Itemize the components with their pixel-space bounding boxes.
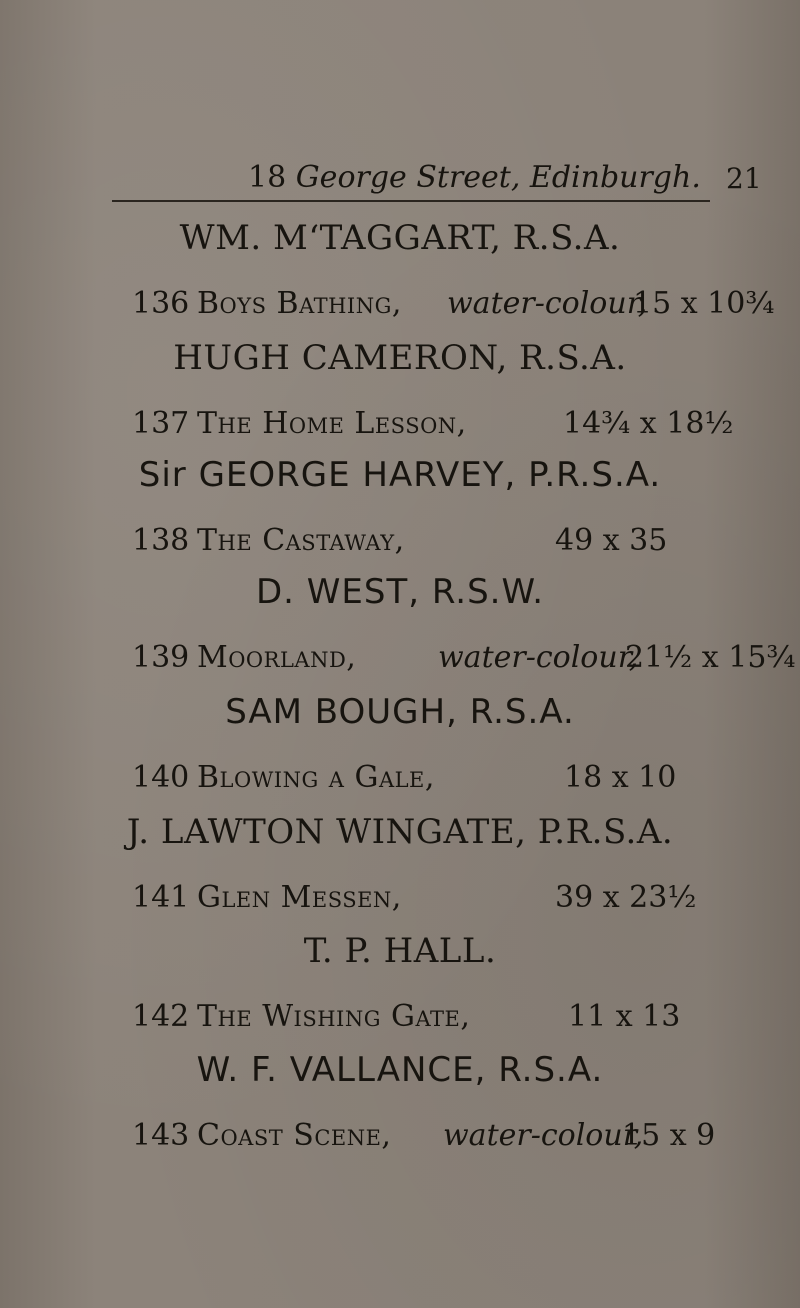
entry-line <box>0 999 800 1039</box>
artwork-dimensions: 14¾ x 18½ <box>563 406 734 441</box>
artist-name: HUGH CAMERON, R.S.A. <box>173 338 627 378</box>
lot-number: 139 <box>132 640 190 675</box>
artist-name: J. LAWTON WINGATE, P.R.S.A. <box>126 812 674 852</box>
entry-line <box>0 1118 800 1158</box>
artwork-title: The Castaway, <box>197 523 405 558</box>
artist-name: T. P. HALL. <box>303 931 497 971</box>
address-prefix: 18 <box>248 160 296 195</box>
artist-name: Sir GEORGE HARVEY, P.R.S.A. <box>138 455 662 495</box>
artist-name: SAM BOUGH, R.S.A. <box>225 692 575 732</box>
lot-number: 140 <box>132 760 190 795</box>
artwork-title: Moorland, <box>197 640 357 675</box>
lot-number: 142 <box>132 999 190 1034</box>
artwork-dimensions: 21½ x 15¾ <box>625 640 796 675</box>
catalogue-entry <box>0 1050 800 1200</box>
artwork-dimensions: 39 x 23½ <box>555 880 697 915</box>
address-street: George Street, Edinburgh. <box>295 160 701 195</box>
artist-name: D. WEST, R.S.W. <box>256 572 544 612</box>
header-rule <box>112 200 710 202</box>
artwork-medium: water-colour, <box>447 286 648 321</box>
artwork-dimensions: 15 x 9 <box>622 1118 716 1153</box>
lot-number: 138 <box>132 523 190 558</box>
artwork-dimensions: 18 x 10 <box>564 760 677 795</box>
artwork-medium: water-colour, <box>443 1118 644 1153</box>
artwork-title: Coast Scene, <box>197 1118 392 1153</box>
artwork-dimensions: 11 x 13 <box>568 999 681 1034</box>
lot-number: 143 <box>132 1118 190 1153</box>
artwork-title: Glen Messen, <box>197 880 402 915</box>
entry-line <box>0 880 800 920</box>
artist-name: WM. M‘TAGGART, R.S.A. <box>179 218 621 258</box>
artwork-title: Boys Bathing, <box>197 286 402 321</box>
entry-line <box>0 406 800 446</box>
entry-line <box>0 640 800 680</box>
entry-line <box>0 523 800 563</box>
running-head <box>248 160 701 195</box>
artist-name: W. F. VALLANCE, R.S.A. <box>196 1050 604 1090</box>
lot-number: 137 <box>132 406 190 441</box>
entry-line <box>0 760 800 800</box>
artwork-medium: water-colour, <box>438 640 639 675</box>
artwork-dimensions: 49 x 35 <box>555 523 668 558</box>
page-number: 21 <box>726 162 762 195</box>
artwork-title: Blowing a Gale, <box>197 760 435 795</box>
entry-line <box>0 286 800 326</box>
artwork-title: The Home Lesson, <box>197 406 467 441</box>
artwork-title: The Wishing Gate, <box>197 999 471 1034</box>
lot-number: 136 <box>132 286 190 321</box>
artwork-dimensions: 15 x 10¾ <box>633 286 775 321</box>
lot-number: 141 <box>132 880 190 915</box>
